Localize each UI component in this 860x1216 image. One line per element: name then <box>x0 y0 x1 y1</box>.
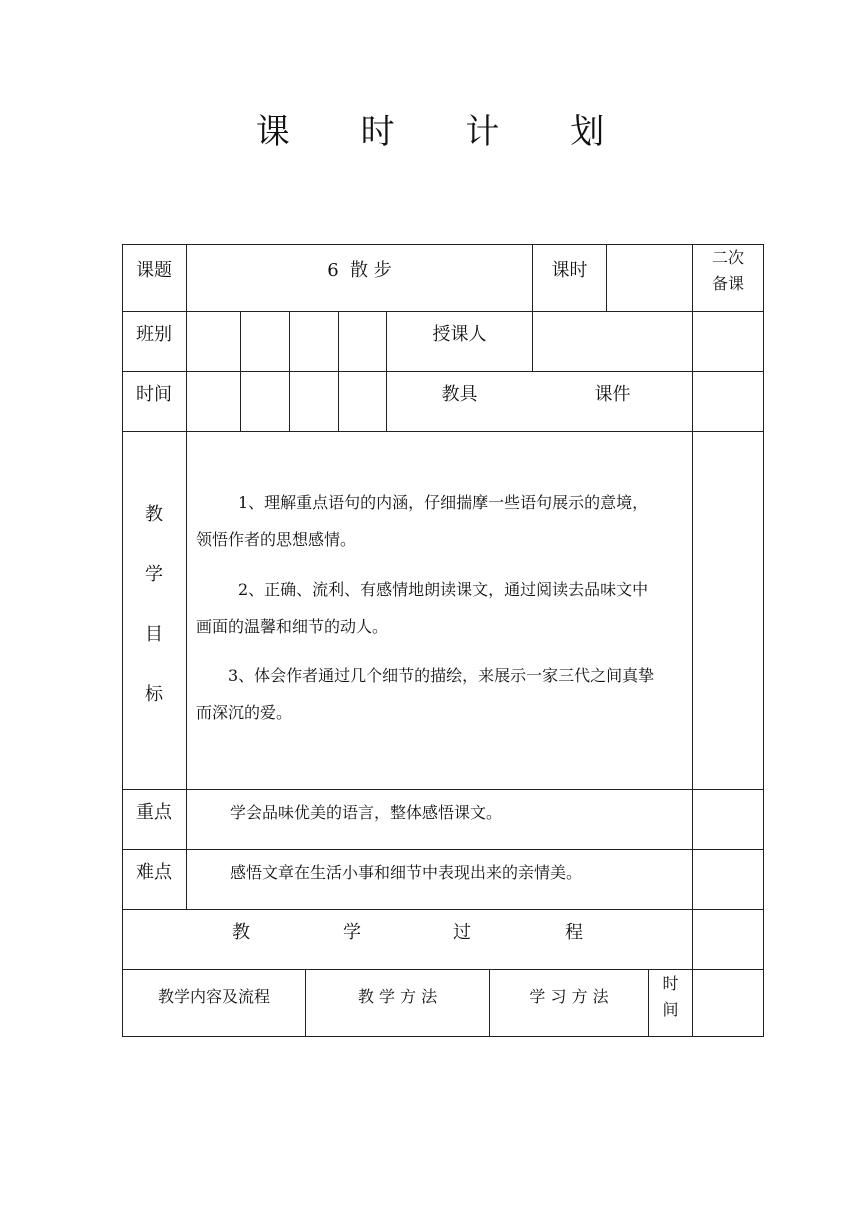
key-point-text: 学会品味优美的语言，整体感悟课文。 <box>230 803 503 822</box>
column-divider <box>692 244 693 1037</box>
objective-item-3-line2: 而深沉的爱。 <box>196 703 293 722</box>
column-divider <box>338 311 339 432</box>
content-flow-header: 教学内容及流程 <box>157 987 270 1006</box>
table-border-right <box>763 244 764 1037</box>
objectives-label-char: 目 <box>145 624 163 645</box>
difficulty-label: 难点 <box>136 862 172 883</box>
objective-item-3-line1: 3、体会作者通过几个细节的描绘，来展示一家三代之间真挚 <box>228 666 655 685</box>
process-title-char: 程 <box>565 922 583 943</box>
objective-item-1-line1: 1、理解重点语句的内涵，仔细揣摩一些语句展示的意境， <box>238 493 649 512</box>
objective-item-1-line2: 领悟作者的思想感情。 <box>196 530 357 549</box>
row-divider <box>122 969 764 970</box>
row-divider <box>122 849 764 850</box>
row-divider <box>122 311 764 312</box>
teacher-label: 授课人 <box>432 324 487 345</box>
topic-value: 6 散 步 <box>327 260 392 281</box>
objectives-label-char: 标 <box>145 684 163 705</box>
objectives-label-char: 教 <box>145 504 163 525</box>
learning-method-header: 学 习 方 法 <box>529 987 609 1006</box>
table-border-bottom <box>122 1036 764 1037</box>
row-divider <box>122 371 764 372</box>
topic-label: 课题 <box>136 260 172 281</box>
key-point-label: 重点 <box>136 802 172 823</box>
class-label: 班别 <box>136 324 172 345</box>
column-divider <box>606 244 607 312</box>
objective-item-2-line1: 2、正确、流利、有感情地朗读课文，通过阅读去品味文中 <box>238 580 649 599</box>
teaching-method-header: 教 学 方 法 <box>357 987 438 1006</box>
column-divider <box>240 311 241 432</box>
teaching-aids-label: 教具 <box>441 384 478 405</box>
row-divider <box>122 909 764 910</box>
table-border-top <box>122 244 764 245</box>
remark-header-line1: 二次 <box>711 248 744 267</box>
page-title: 课 时 计 划 <box>255 112 635 152</box>
process-title-char: 学 <box>343 922 361 943</box>
teaching-aids-value: 课件 <box>594 384 631 405</box>
row-divider <box>122 789 764 790</box>
objective-item-2-line2: 画面的温馨和细节的动人。 <box>196 617 389 636</box>
period-label: 课时 <box>551 260 588 281</box>
time-header-line2: 间 <box>662 1000 679 1019</box>
column-divider <box>289 311 290 432</box>
column-divider <box>186 244 187 910</box>
time-header-line1: 时 <box>662 974 679 993</box>
difficulty-text: 感悟文章在生活小事和细节中表现出来的亲情美。 <box>230 863 583 882</box>
objectives-label-char: 学 <box>145 564 163 585</box>
row-divider <box>122 431 764 432</box>
time-label: 时间 <box>136 384 172 405</box>
process-title-char: 教 <box>232 922 250 943</box>
process-title-char: 过 <box>453 922 471 943</box>
remark-header-line2: 备课 <box>711 274 744 293</box>
